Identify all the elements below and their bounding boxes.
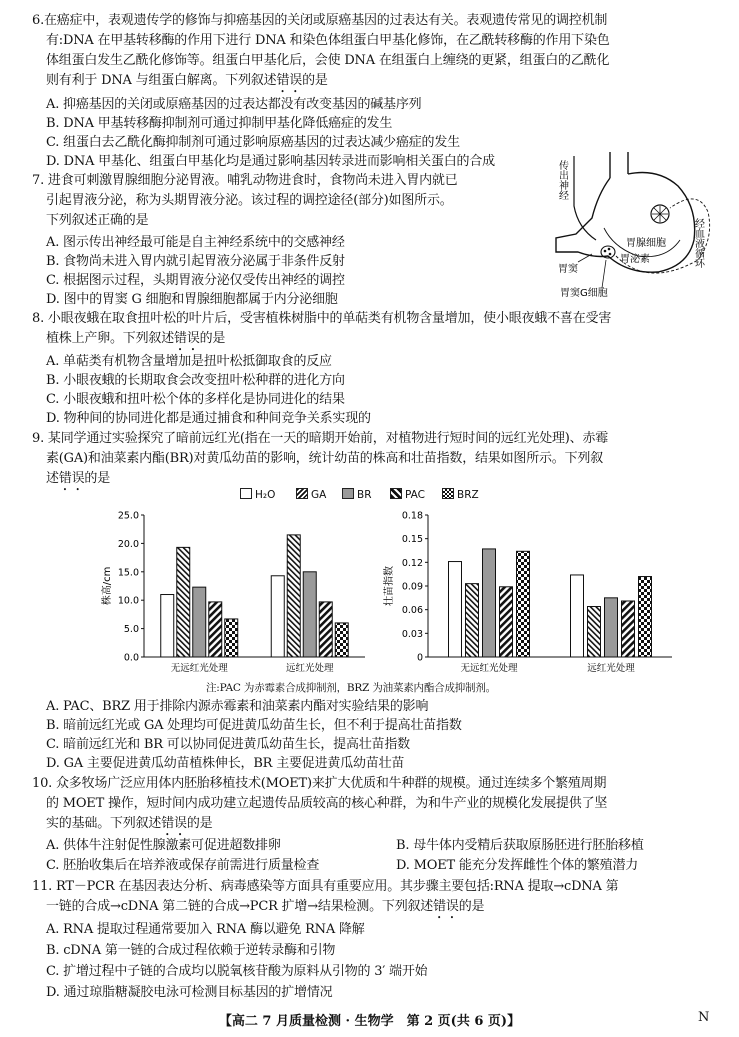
bar-3-1 [319, 602, 332, 657]
q9-option-b: B. 暗前远红光或 GA 处理均可促进黄瓜幼苗生长，但不利于提高壮苗指数 [46, 718, 462, 733]
plant-height-chart [100, 505, 370, 677]
bar-2-1 [303, 572, 316, 657]
q10-stem-line-1: 10. 众多牧场广泛应用体内胚胎移植技术(MOET)来扩大优质和牛种群的规模。通过连续多个繁殖周期 [32, 776, 607, 791]
q11-stem-line-2: 一链的合成→cDNA 第二链的合成→PCR 扩增→结果检测。下列叙述错误的是 [46, 899, 485, 914]
y-axis-label: 壮苗指数 [384, 566, 395, 606]
y-tick-label: 0.06 [401, 605, 423, 617]
q8-option-c: C. 小眼夜蛾和扭叶松个体的多样化是协同进化的结果 [46, 392, 345, 407]
bar-4-0 [517, 551, 530, 657]
q7-option-c: C. 根据图示过程，头期胃液分泌仅受传出神经的调控 [46, 273, 345, 288]
q9-stem-line-1: 9. 某同学通过实验探究了暗前远红光(指在一天的暗期开始前，对植物进行短时间的远红光处理)、赤霉 [32, 431, 609, 446]
legend-brz: BRZ [442, 488, 479, 501]
q11-stem-line-1: 11. RT－PCR 在基因表达分析、病毒感染等方面具有重要应用。其步骤主要包括:RNA 提取→cDNA 第 [32, 879, 619, 894]
q11-option-a: A. RNA 提取过程通常要加入 RNA 酶以避免 RNA 降解 [46, 922, 365, 937]
y-tick-label: 0.03 [401, 628, 423, 640]
q7-option-a: A. 图示传出神经最可能是自主神经系统中的交感神经 [46, 235, 345, 250]
q7-option-b: B. 食物尚未进入胃内就引起胃液分泌属于非条件反射 [46, 254, 345, 269]
y-tick-label: 0 [416, 652, 423, 664]
q8-option-b: B. 小眼夜蛾的长期取食会改变扭叶松种群的进化方向 [46, 373, 345, 388]
bar-1-1 [287, 535, 300, 657]
q8-option-d: D. 物种间的协同进化都是通过捕食和种间竞争关系实现的 [46, 411, 371, 426]
y-tick-label: 20.0 [117, 538, 139, 550]
q6-stem-line-3: 体组蛋白发生乙酰化修饰等。组蛋白甲基化后，会使 DNA 在组蛋白上缠绕的更紧，组蛋白的乙酰化 [46, 53, 610, 68]
q7-stem-line-2: 引起胃液分泌，称为头期胃液分泌。该过程的调控途径(部分)如图所示。 [46, 193, 453, 208]
q8-stem-line-1: 8. 小眼夜蛾在取食扭叶松的叶片后，受害植株树脂中的单萜类有机物含量增加，使小眼夜蛾不喜在受害 [32, 311, 612, 326]
bar-1-0 [177, 547, 190, 657]
legend-ga: GA [296, 488, 326, 501]
seedling-index-chart [380, 505, 680, 677]
bar-0-0 [161, 595, 174, 657]
q9-stem-line-3: 述错误的是 [46, 471, 111, 486]
legend-br: BR [342, 488, 372, 501]
category-label: 无远红光处理 [460, 663, 518, 674]
bar-0-1 [271, 576, 284, 657]
q10-emphasis: 错误 [161, 816, 187, 831]
q7-option-d: D. 图中的胃窦 G 细胞和胃腺细胞都属于内分泌细胞 [46, 292, 338, 307]
page-code: N [698, 1010, 710, 1025]
q10-option-d: D. MOET 能充分发挥雌性个体的繁殖潜力 [396, 858, 639, 873]
y-tick-label: 5.0 [123, 624, 139, 636]
chart-note: 注:PAC 为赤霉素合成抑制剂，BRZ 为油菜素内酯合成抑制剂。 [206, 682, 496, 694]
bar-1-1 [588, 607, 601, 657]
bar-1-0 [466, 584, 479, 657]
y-tick-label: 0.15 [401, 534, 423, 546]
bar-3-0 [500, 587, 513, 657]
q7-stem-line-3: 下列叙述正确的是 [46, 213, 149, 228]
q6-option-d: D. DNA 甲基化、组蛋白甲基化均是通过影响基因转录进而影响相关蛋白的合成 [46, 154, 495, 169]
q6-option-b: B. DNA 甲基转移酶抑制剂可通过抑制甲基化降低癌症的发生 [46, 116, 393, 131]
q11-option-c: C. 扩增过程中子链的合成均以脱氧核苷酸为原料从引物的 3′ 端开始 [46, 964, 428, 979]
q6-stem-line-1: 6.在癌症中，表观遗传学的修饰与抑癌基因的关闭或原癌基因的过表达有关。表观遗传常见的调控机制 [32, 13, 608, 28]
nerve-line [574, 156, 596, 240]
q6-stem-line-4: 则有利于 DNA 与组蛋白解离。下列叙述错误的是 [46, 73, 328, 88]
q11-option-d: D. 通过琼脂糖凝胶电泳可检测目标基因的扩增情况 [46, 985, 333, 1000]
antrum-label: 胃窦 [558, 264, 578, 275]
q10-option-c: C. 胚胎收集后在培养液或保存前需进行质量检查 [46, 858, 320, 873]
q10-stem-line-3: 实的基础。下列叙述错误的是 [46, 816, 213, 831]
bar-4-0 [225, 619, 238, 657]
y-tick-label: 25.0 [117, 510, 139, 522]
q9-stem-line-2: 素(GA)和油菜素内酯(BR)对黄瓜幼苗的影响，统计幼苗的株高和壮苗指数，结果如图所示。下列叙 [46, 451, 604, 466]
esophagus [610, 152, 628, 178]
q8-stem-line-2: 植株上产卵。下列叙述错误的是 [46, 331, 226, 346]
q9-option-a: A. PAC、BRZ 用于排除内源赤霉素和油菜素内酯对实验结果的影响 [46, 699, 429, 714]
circulation-label: 经血液循环 [692, 218, 704, 268]
q8-emphasis: 错误 [174, 331, 200, 346]
bar-3-0 [209, 602, 222, 657]
y-tick-label: 15.0 [117, 567, 139, 579]
category-label: 无远红光处理 [170, 663, 228, 674]
legend-pac: PAC [390, 488, 425, 501]
bar-2-1 [605, 598, 618, 657]
q10-option-b: B. 母牛体内受精后获取原肠胚进行胚胎移植 [396, 838, 644, 853]
legend-h2o: H₂O [240, 488, 275, 501]
q9-option-c: C. 暗前远红光和 BR 可以协同促进黄瓜幼苗生长，提高壮苗指数 [46, 737, 410, 752]
q6-option-a: A. 抑癌基因的关闭或原癌基因的过表达都没有改变基因的碱基序列 [46, 97, 422, 112]
q8-option-a: A. 单萜类有机物含量增加是扭叶松抵御取食的反应 [46, 354, 332, 369]
y-tick-label: 0.0 [123, 652, 139, 664]
q10-option-a: A. 供体牛注射促性腺激素可促进超数排卵 [46, 838, 281, 853]
bar-3-1 [622, 601, 635, 657]
q10-stem-line-2: 的 MOET 操作，短时间内成功建立起遗传品质较高的核心种群，为和牛产业的规模化发展提供了坚 [46, 796, 608, 811]
q9-option-d: D. GA 主要促进黄瓜幼苗植株伸长，BR 主要促进黄瓜幼苗壮苗 [46, 756, 405, 771]
gland-cell-label: 胃腺细胞 [626, 238, 666, 249]
chart-axes [428, 515, 672, 657]
y-tick-label: 0.12 [401, 557, 423, 569]
q9-emphasis: 错误 [58, 471, 85, 486]
gastrin-label: 胃泌素 [620, 254, 650, 265]
q6-emphasis: 错误 [276, 73, 303, 88]
page-footer: 【高二 7 月质量检测 · 生物学 第 2 页(共 6 页)】 [218, 1014, 521, 1029]
q6-option-c: C. 组蛋白去乙酰化酶抑制剂可通过影响原癌基因的过表达减少癌症的发生 [46, 135, 460, 150]
q6-stem-line-2: 有:DNA 在甲基转移酶的作用下进行 DNA 和染色体组蛋白甲基化修饰，在乙酰转移酶的作用下染色 [46, 33, 610, 48]
bar-0-1 [571, 575, 584, 657]
stomach-diagram [548, 148, 728, 300]
bar-4-1 [335, 623, 348, 657]
gland-cell-pattern [652, 206, 668, 222]
g-cell-label: 胃窦G细胞 [560, 288, 608, 299]
y-axis-label: 株高/cm [102, 566, 113, 606]
y-tick-label: 0.09 [401, 581, 423, 593]
efferent-nerve-label: 传出神经 [556, 160, 568, 200]
y-tick-label: 10.0 [117, 595, 139, 607]
bar-4-1 [639, 577, 652, 657]
q7-stem-line-1: 7. 进食可刺激胃腺细胞分泌胃液。哺乳动物进食时，食物尚未进入胃内就已 [32, 173, 458, 188]
y-tick-label: 0.18 [401, 510, 423, 522]
bar-2-0 [193, 587, 206, 657]
category-label: 远红光处理 [285, 663, 334, 674]
category-label: 远红光处理 [587, 663, 635, 674]
q11-emphasis: 错误 [433, 899, 459, 914]
bar-0-0 [449, 562, 462, 657]
q11-option-b: B. cDNA 第一链的合成过程依赖于逆转录酶和引物 [46, 943, 336, 958]
bar-2-0 [483, 549, 496, 657]
